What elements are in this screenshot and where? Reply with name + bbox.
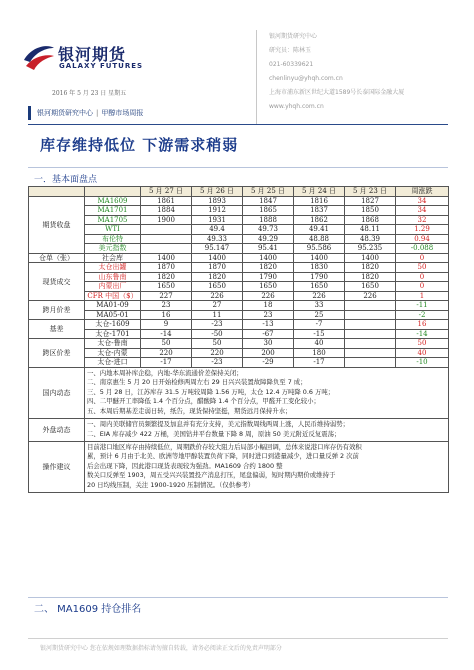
external-text (85, 418, 449, 441)
contact-analyst: 研究员：陈林玉 (269, 47, 312, 54)
table-cell: 1888 (243, 215, 294, 225)
galaxy-logo-icon (22, 42, 56, 72)
table-cell (345, 301, 396, 311)
report-headline: 库存维持低位 下游需求稍弱 (40, 136, 239, 154)
table-row (29, 329, 449, 339)
table-cell: 49.73 (243, 225, 294, 235)
table-cell: 1827 (345, 196, 396, 206)
section-rule (28, 167, 448, 168)
contact-block (256, 30, 452, 125)
table-cell: 1650 (141, 282, 192, 292)
table-cell: 1650 (345, 282, 396, 292)
row-item-label: CFR 中国（$） (85, 291, 141, 301)
section-1-title: 一．基本面盘点 (34, 175, 98, 185)
table-row (29, 272, 449, 282)
table-cell: 30 (243, 339, 294, 349)
column-header: 5 月 25 日 (243, 187, 294, 197)
text-line: 后会出现下降，因此港口现货表现较为强劲。MA1609 合约 1800 整 (87, 461, 283, 470)
table-cell (141, 234, 192, 244)
table-row (29, 348, 449, 358)
table-cell: -11 (396, 301, 449, 311)
row-item-label: MA1701 (85, 206, 141, 216)
table-row (29, 310, 449, 320)
contact-dept: 银河期货研究中心 (269, 33, 318, 40)
footer-rule (28, 638, 448, 639)
table-cell: 49.29 (243, 234, 294, 244)
row-item-label: MA01-09 (85, 301, 141, 311)
table-cell: 32 (396, 215, 449, 225)
table-cell: 49.4 (192, 225, 243, 235)
table-cell: 1837 (294, 206, 345, 216)
table-cell: -29 (243, 358, 294, 368)
table-cell: 27 (192, 301, 243, 311)
row-group-label: 国内动态 (29, 367, 85, 418)
table-cell: -14 (396, 329, 449, 339)
table-cell: 48.88 (294, 234, 345, 244)
table-row (29, 244, 449, 254)
table-cell: 226 (345, 291, 396, 301)
tag-separator: | (96, 109, 99, 117)
row-group-label: 仓单（张） (29, 253, 85, 263)
table-cell: 50 (192, 339, 243, 349)
table-cell: -50 (192, 329, 243, 339)
column-header: 5 月 26 日 (192, 187, 243, 197)
column-header (85, 187, 141, 197)
footer-disclaimer: 银河期货研究中心 您在依规如理数据指标请勿擅自转载，请务必阅读正文后的免责声明部分 (40, 645, 282, 652)
table-cell (345, 320, 396, 330)
table-cell: 1820 (192, 272, 243, 282)
row-item-label: 内蒙出厂 (85, 282, 141, 292)
table-row (29, 367, 449, 418)
table-cell: 50 (141, 339, 192, 349)
table-row (29, 282, 449, 292)
contact-address: 上海市浦东新区世纪大道1589号长泰国际金融大厦 (269, 89, 405, 96)
table-cell: 49.33 (192, 234, 243, 244)
table-cell: 1820 (345, 263, 396, 273)
table-cell (345, 358, 396, 368)
table-cell: 16 (396, 320, 449, 330)
table-cell: 1870 (141, 263, 192, 273)
table-cell: 1790 (243, 272, 294, 282)
text-line: 三、5 月 28 日，江苏库存 31.5 万吨较周降 1.56 万吨，太仓 12.4 万吨降 0.6 万吨； (87, 387, 335, 396)
table-cell: 220 (141, 348, 192, 358)
row-item-label: 太仓出罐 (85, 263, 141, 273)
table-cell: -17 (141, 358, 192, 368)
table-row (29, 418, 449, 441)
report-date: 2016 年 5 月 23 日 星期五 (52, 90, 127, 97)
table-cell: 1862 (294, 215, 345, 225)
table-row (29, 441, 449, 492)
tag-weekly: 甲醇市场周报 (101, 109, 144, 117)
table-cell: 1931 (192, 215, 243, 225)
table-cell: 1400 (141, 253, 192, 263)
row-group-label: 跨月价差 (29, 301, 85, 320)
text-line: 五、本周后期基差走弱日转，纸告，现货保持坚挺，期货远月保持升水； (87, 406, 292, 415)
table-cell: 95.586 (294, 244, 345, 254)
row-item-label: MA05-01 (85, 310, 141, 320)
table-cell: 200 (243, 348, 294, 358)
table-cell (345, 329, 396, 339)
table-row (29, 215, 449, 225)
table-cell: 95.147 (192, 244, 243, 254)
row-item-label: 太仓-内蒙 (85, 348, 141, 358)
table-cell: 1790 (294, 272, 345, 282)
table-cell: 0.94 (396, 234, 449, 244)
table-cell: -23 (192, 358, 243, 368)
row-item-label: 太仓-1609 (85, 320, 141, 330)
table-row (29, 291, 449, 301)
table-cell: 23 (141, 301, 192, 311)
table-cell: -10 (396, 358, 449, 368)
row-group-label: 基差 (29, 320, 85, 339)
text-line: 目前港口地区库存由持续低位，周期跌价存较大阻力后局部小幅回调，总体来说港口库存仍有效积 (87, 442, 362, 451)
table-cell: 18 (243, 301, 294, 311)
table-cell: 1893 (192, 196, 243, 206)
row-item-label: 太仓-鲁南 (85, 339, 141, 349)
row-group-label: 跨区价差 (29, 339, 85, 368)
header-rule (28, 124, 448, 125)
table-cell: 50 (396, 263, 449, 273)
row-group-label: 外盘动态 (29, 418, 85, 441)
row-group-label: 操作建议 (29, 441, 85, 492)
table-cell: 48.39 (345, 234, 396, 244)
column-header: 周涨跌 (396, 187, 449, 197)
contact-phone: 021-60339621 (269, 61, 314, 68)
row-item-label: 太仓-1701 (85, 329, 141, 339)
table-cell: 25 (294, 310, 345, 320)
table-cell: 48.11 (345, 225, 396, 235)
table-cell: 95.235 (345, 244, 396, 254)
row-item-label: 山东鲁南 (85, 272, 141, 282)
table-cell: 33 (294, 301, 345, 311)
table-row (29, 263, 449, 273)
table-row (29, 225, 449, 235)
row-group-label: 现货成交 (29, 263, 85, 301)
table-cell: 34 (396, 206, 449, 216)
table-cell: 1820 (243, 263, 294, 273)
table-cell: 95.41 (243, 244, 294, 254)
table-cell: 1850 (345, 206, 396, 216)
table-header-row (29, 187, 449, 197)
table-cell: 1884 (141, 206, 192, 216)
table-cell: 40 (294, 339, 345, 349)
section-2-title: 二、 MA1609 持仓排名 (34, 604, 142, 615)
table-cell: 1.29 (396, 225, 449, 235)
row-item-label: 布伦特 (85, 234, 141, 244)
table-row (29, 253, 449, 263)
table-cell: 1912 (192, 206, 243, 216)
text-line: 累，预计 6 月由于北美、欧洲等地甲醇装置负荷下降，同时进口到港量减少，进口量反弹 2 次前 (87, 452, 359, 461)
table-cell: 9 (141, 320, 192, 330)
table-row (29, 234, 449, 244)
row-item-label: 太仓-进口 (85, 358, 141, 368)
table-cell (141, 225, 192, 235)
table-cell: 1400 (243, 253, 294, 263)
table-row (29, 301, 449, 311)
brand-logo (22, 40, 222, 80)
text-line: 一、内地本周补库企稳，内地-华东流通价差保持关闭； (87, 368, 243, 377)
contact-website[interactable]: www.yhqh.com.cn (269, 103, 324, 110)
report-tags (28, 106, 257, 120)
row-item-label: MA1705 (85, 215, 141, 225)
table-cell: 1816 (294, 196, 345, 206)
table-cell: 11 (192, 310, 243, 320)
text-line: 一、周内美联储官员频繁提及加息并有充分支持，美元指数周线两周上涨，人民币维持弱势； (87, 419, 350, 428)
row-group-label: 期货收盘 (29, 196, 85, 253)
table-cell: 226 (243, 291, 294, 301)
table-cell: -7 (294, 320, 345, 330)
table-cell: 23 (243, 310, 294, 320)
column-header: 5 月 27 日 (141, 187, 192, 197)
tag-research-center: 银河期货研究中心 (37, 109, 93, 117)
table-cell: 0 (396, 272, 449, 282)
table-cell (141, 244, 192, 254)
table-cell (345, 339, 396, 349)
table-cell: 1830 (294, 263, 345, 273)
row-item-label: MA1609 (85, 196, 141, 206)
table-cell: -0.088 (396, 244, 449, 254)
table-row (29, 196, 449, 206)
advice-text (85, 441, 449, 492)
table-row (29, 339, 449, 349)
table-cell: 1650 (243, 282, 294, 292)
text-line: 二、EIA 库存减少 422 万桶，美国钻井平台数量下降 8 周，原油 50 美元附近反复震荡； (87, 429, 341, 438)
table-cell: -15 (294, 329, 345, 339)
table-cell: 1865 (243, 206, 294, 216)
table-cell: -23 (192, 320, 243, 330)
table-cell (345, 310, 396, 320)
table-cell (345, 348, 396, 358)
table-cell: 226 (294, 291, 345, 301)
table-cell: 34 (396, 196, 449, 206)
row-item-label: WTI (85, 225, 141, 235)
table-cell: -13 (243, 320, 294, 330)
table-cell: 1400 (345, 253, 396, 263)
table-cell: 1870 (192, 263, 243, 273)
domestic-text (85, 367, 449, 418)
table-cell: 1820 (141, 272, 192, 282)
text-line: 数关口反弹至 1903，周五受兴兴装置投产消息打压，尾盘偏弱，短时期内期价或维持于 (87, 471, 336, 480)
table-cell: 1861 (141, 196, 192, 206)
table-cell: -14 (141, 329, 192, 339)
table-cell: -17 (294, 358, 345, 368)
table-cell: 50 (396, 339, 449, 349)
section-rule-2 (28, 597, 448, 598)
text-line: 二、南京惠生 5 月 20 日开始检修两周左右 29 日兴兴装置故障降负至 7 成； (87, 378, 307, 387)
table-cell: 227 (141, 291, 192, 301)
table-cell: 1400 (192, 253, 243, 263)
table-cell: 49.41 (294, 225, 345, 235)
table-cell: 226 (192, 291, 243, 301)
fundamentals-table (28, 186, 449, 493)
text-line: 20 日均线压制，关注 1900-1920 压制情况。（仅供参考） (87, 480, 255, 489)
table-cell: 1868 (345, 215, 396, 225)
table-cell: 1650 (192, 282, 243, 292)
table-row (29, 320, 449, 330)
brand-name-cn: 银河期货 (58, 45, 127, 64)
contact-email[interactable]: chenlinyu@yhqh.com.cn (269, 75, 343, 82)
table-cell: 16 (141, 310, 192, 320)
column-header (29, 187, 85, 197)
table-cell: 1820 (345, 272, 396, 282)
row-item-label: 美元指数 (85, 244, 141, 254)
table-cell: 1650 (294, 282, 345, 292)
text-line: 四、二甲醚开工率降低 1.4 个百分点，醋酸降 1.4 个百分点，甲醛开工变化较小； (87, 397, 320, 406)
brand-name-en: GALAXY FUTURES (59, 62, 144, 70)
row-item-label: 社会库 (85, 253, 141, 263)
column-header: 5 月 23 日 (345, 187, 396, 197)
column-header: 5 月 24 日 (294, 187, 345, 197)
table-cell: 1900 (141, 215, 192, 225)
table-cell: 180 (294, 348, 345, 358)
table-cell: 0 (396, 253, 449, 263)
table-cell: -67 (243, 329, 294, 339)
table-row (29, 358, 449, 368)
table-row (29, 206, 449, 216)
table-cell: 1 (396, 291, 449, 301)
table-cell: 0 (396, 282, 449, 292)
table-cell: 40 (396, 348, 449, 358)
table-cell: -2 (396, 310, 449, 320)
table-cell: 1400 (294, 253, 345, 263)
table-cell: 220 (192, 348, 243, 358)
table-cell: 1847 (243, 196, 294, 206)
